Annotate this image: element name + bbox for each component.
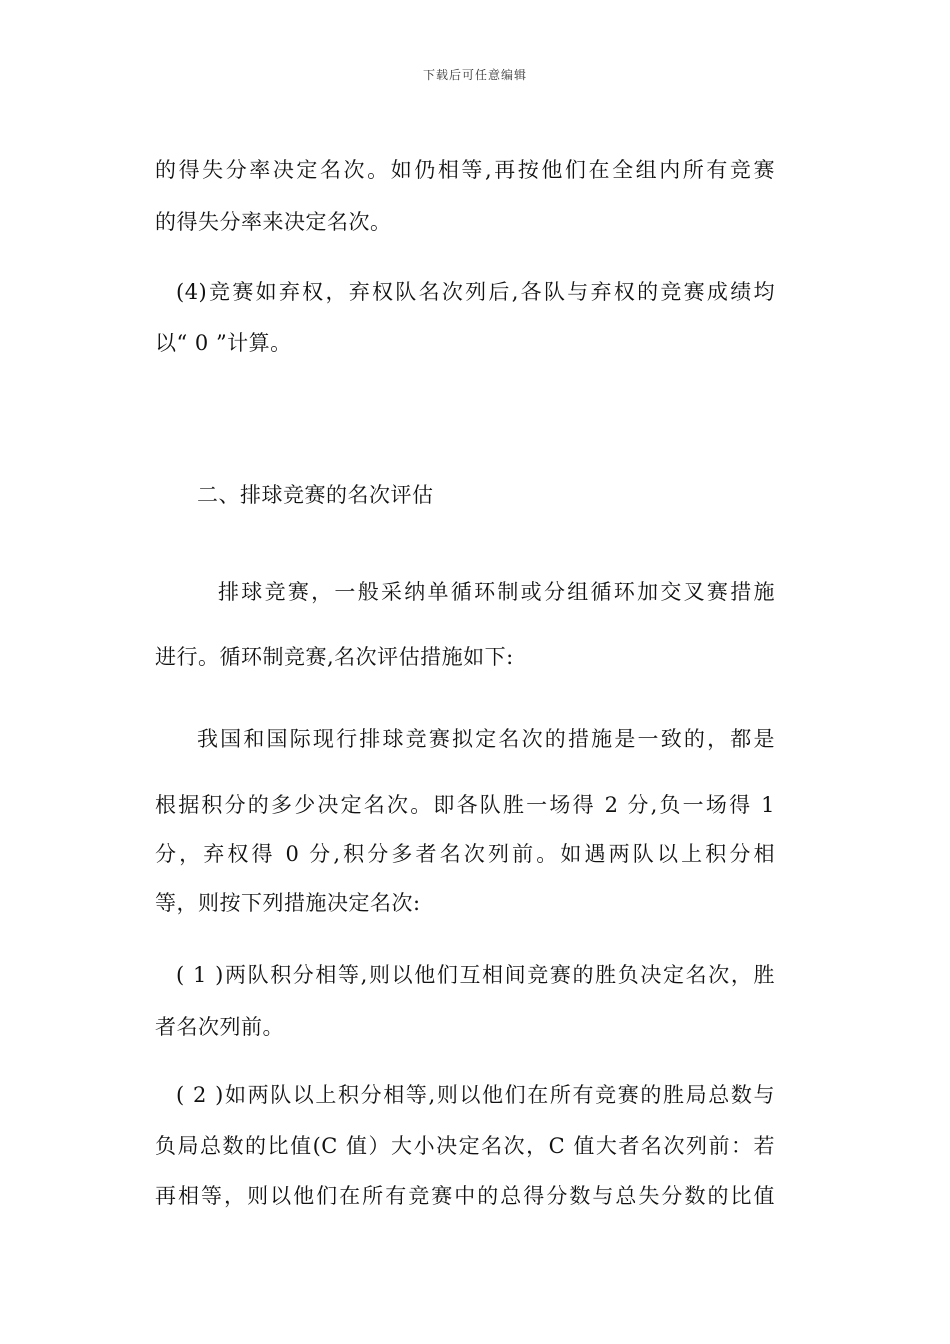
body-line: 再相等，则以他们在所有竞赛中的总得分数与总失分数的比值 [155, 1184, 775, 1208]
body-line: 分，弃权得 0 分,积分多者名次列前。如遇两队以上积分相 [155, 842, 775, 866]
body-line: ( 1 )两队积分相等,则以他们互相间竞赛的胜负决定名次，胜 [176, 963, 775, 987]
body-line: 者名次列前。 [155, 1015, 284, 1039]
body-line: 进行。循环制竞赛,名次评估措施如下: [155, 645, 514, 669]
body-line: 以“ 0 ”计算。 [155, 331, 292, 355]
body-line: 的得失分率决定名次。如仍相等,再按他们在全组内所有竞赛 [155, 158, 775, 182]
body-line: 负局总数的比值(C 值）大小决定名次，C 值大者名次列前：若 [155, 1134, 775, 1158]
body-line: 等，则按下列措施决定名次: [155, 891, 421, 915]
body-line: 排球竞赛，一般采纳单循环制或分组循环加交叉赛措施 [218, 580, 775, 604]
body-line: ( 2 )如两队以上积分相等,则以他们在所有竞赛的胜局总数与 [176, 1083, 775, 1107]
section-heading: 二、排球竞赛的名次评估 [197, 483, 434, 507]
body-line: 我国和国际现行排球竞赛拟定名次的措施是一致的，都是 [197, 727, 775, 751]
body-line: 根据积分的多少决定名次。即各队胜一场得 2 分,负一场得 1 [155, 793, 775, 817]
header-note: 下载后可任意编辑 [422, 68, 527, 82]
body-line: 的得失分率来决定名次。 [155, 210, 392, 234]
body-line: (4)竞赛如弃权，弃权队名次列后,各队与弃权的竞赛成绩均 [176, 280, 775, 304]
